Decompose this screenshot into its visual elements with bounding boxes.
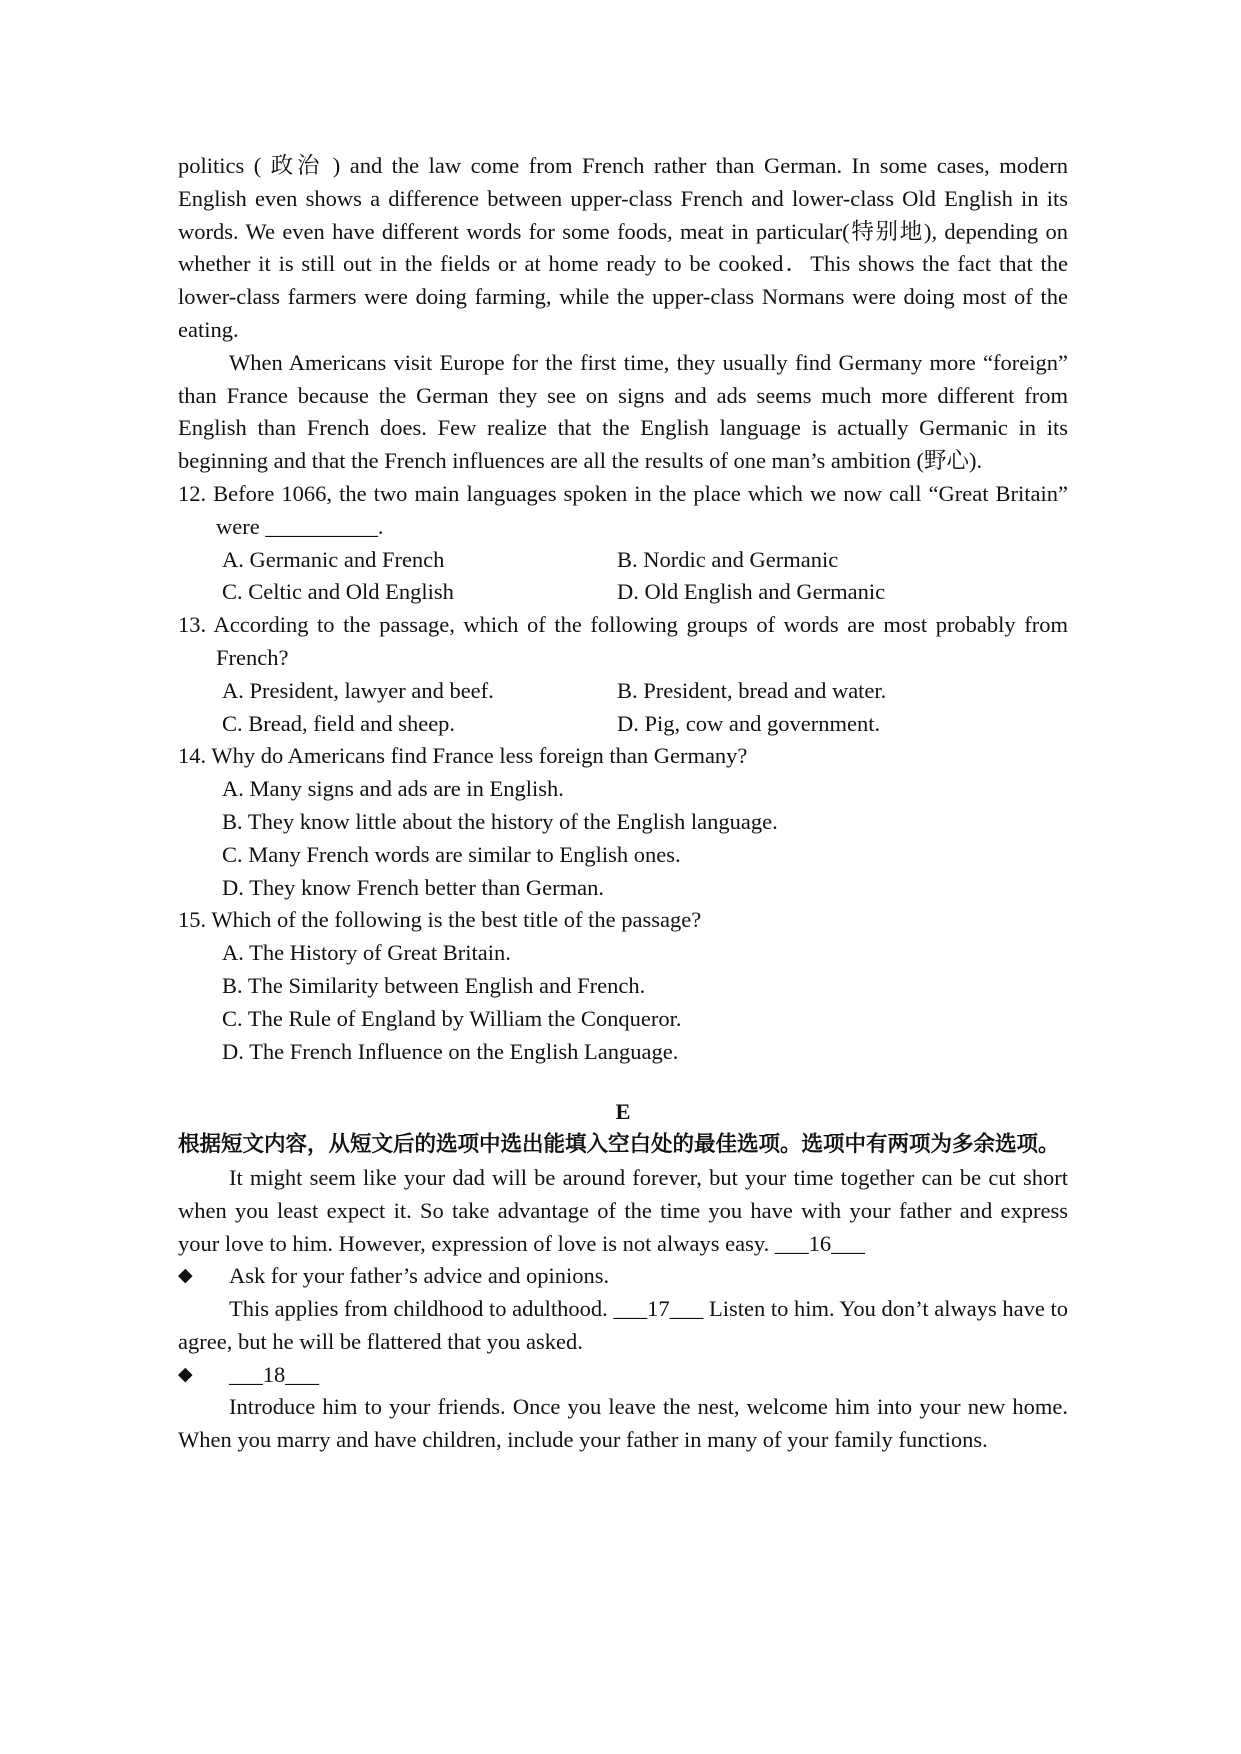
exam-page <box>178 150 1068 1457</box>
option-c: C. Bread, field and sheep. <box>222 710 456 736</box>
passage-paragraph: This applies from childhood to adulthood. ___17___ Listen to him. You don’t always have to agree, but he will be flattered that you asked. <box>178 1296 1068 1354</box>
bullet-item <box>178 1359 1068 1392</box>
question-15 <box>178 904 1068 1068</box>
question-13 <box>178 609 1068 740</box>
option-b: B. They know little about the history of the English language. <box>222 808 778 834</box>
option-b: B. The Similarity between English and French. <box>222 972 646 998</box>
question-stem: 13. According to the passage, which of the following groups of words are most probably from French? <box>178 612 1068 670</box>
question-stem: 15. Which of the following is the best title of the passage? <box>178 907 702 933</box>
passage-paragraph: politics ( 政治 ) and the law come from French rather than German. In some cases, modern English even shows a difference between upper-class French and lower-class Old English in its words. We even have different words for some foods, meat in particular(特别地), depending on whether it is still out in the fields or at home ready to be cooked．This shows the fact that the lower-class farmers were doing farming, while the upper-class Normans were doing most of the eating. <box>178 153 1068 342</box>
option-grid <box>178 675 1068 741</box>
option-b: B. President, bread and water. <box>617 677 887 703</box>
passage-paragraph: It might seem like your dad will be around forever, but your time together can be cut short when you least expect it. So take advantage of the time you have with your father and express your love to him. However, expression of love is not always easy. ___16___ <box>178 1164 1068 1256</box>
option-c: C. Celtic and Old English <box>222 579 454 605</box>
section-instruction: 根据短文内容，从短文后的选项中选出能填入空白处的最佳选项。选项中有两项为多余选项。 <box>178 1132 1060 1158</box>
question-stem: 12. Before 1066, the two main languages spoken in the place which we now call “Great Britain” were __________. <box>178 480 1068 539</box>
bullet-item <box>178 1260 1068 1293</box>
option-a: A. The History of Great Britain. <box>222 940 511 966</box>
passage-paragraph: Introduce him to your friends. Once you leave the nest, welcome him into your new home. When you marry and have children, include your father in many of your family functions. <box>178 1394 1068 1453</box>
option-a: A. Germanic and French <box>222 546 445 572</box>
option-a: A. Many signs and ads are in English. <box>222 776 564 802</box>
option-b: B. Nordic and Germanic <box>617 546 839 572</box>
bullet-text: ___18___ <box>229 1361 319 1387</box>
option-d: D. The French Influence on the English Language. <box>222 1038 679 1064</box>
diamond-bullet-icon: ◆ <box>178 1265 193 1287</box>
question-12 <box>178 478 1068 609</box>
option-grid <box>178 544 1068 610</box>
option-d: D. Pig, cow and government. <box>617 710 881 736</box>
option-d: D. They know French better than German. <box>222 874 604 900</box>
option-c: C. The Rule of England by William the Conqueror. <box>222 1005 682 1031</box>
question-stem: 14. Why do Americans find France less foreign than Germany? <box>178 743 748 769</box>
option-a: A. President, lawyer and beef. <box>222 677 494 703</box>
option-d: D. Old English and Germanic <box>617 579 886 605</box>
question-14 <box>178 740 1068 904</box>
section-heading: E <box>615 1099 631 1125</box>
diamond-bullet-icon: ◆ <box>178 1363 193 1385</box>
option-c: C. Many French words are similar to English ones. <box>222 841 681 867</box>
passage-paragraph: When Americans visit Europe for the first time, they usually find Germany more “foreign” than France because the German they see on signs and ads seems much more different from English than French does. Few realize that the English language is actually Germanic in its beginning and that the French influences are all the results of one man’s ambition (野心). <box>178 349 1068 474</box>
bullet-text: Ask for your father’s advice and opinions. <box>229 1263 610 1289</box>
